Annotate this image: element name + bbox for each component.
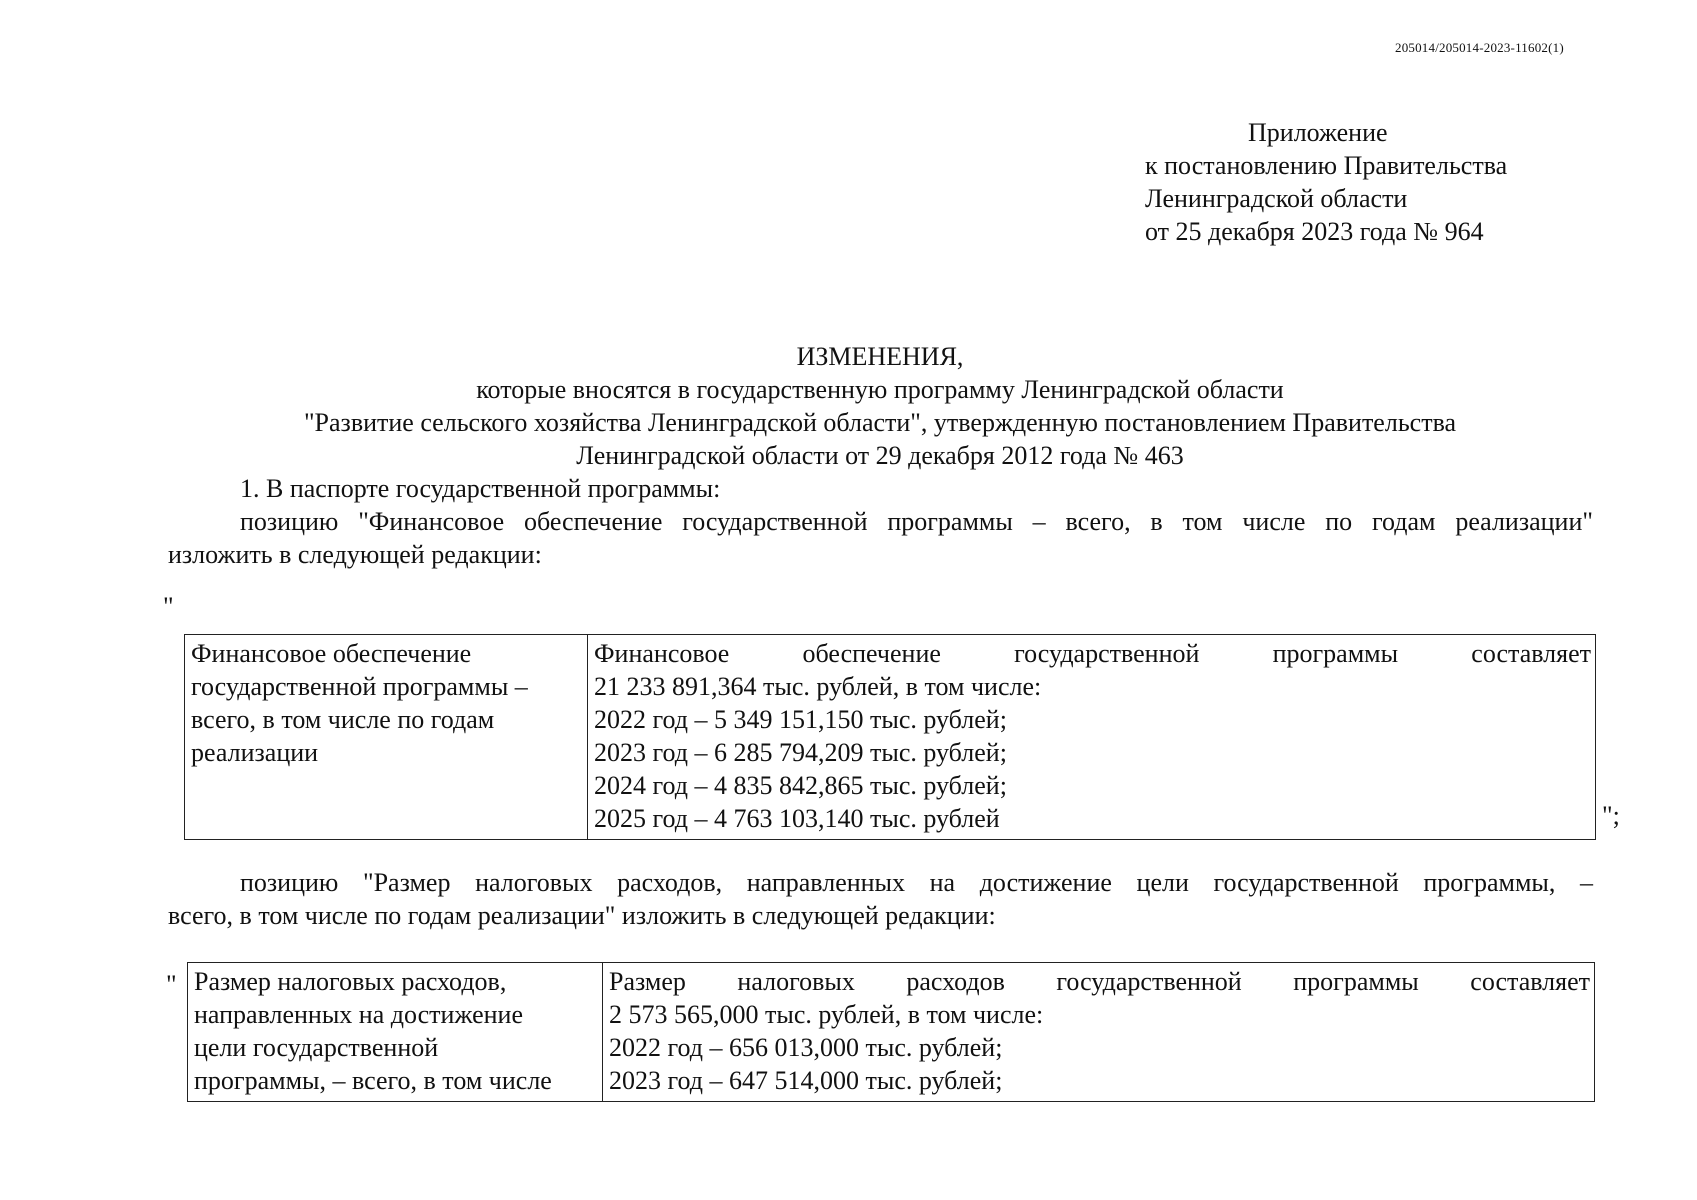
section-1-line-1: 1. В паспорте государственной программы:	[240, 474, 721, 503]
table-2-right-line: 2022 год – 656 013,000 тыс. рублей;	[609, 1033, 1003, 1062]
section-2-line-2: всего, в том числе по годам реализации" изложить в следующей редакции:	[168, 901, 996, 930]
table-1-left-line: государственной программы –	[191, 672, 528, 701]
heading-line-2: "Развитие сельского хозяйства Ленинградской области", утвержденную постановлением Правительства	[303, 408, 1457, 437]
table-row	[188, 963, 1595, 1102]
table-2-right-line: 2 573 565,000 тыс. рублей, в том числе:	[609, 1000, 1044, 1029]
table-2-left-line: направленных на достижение	[194, 1000, 523, 1029]
document-heading	[165, 340, 1595, 472]
table-2-tax-expenses	[187, 962, 1595, 1102]
heading-line-1: которые вносятся в государственную программу Ленинградской области	[476, 375, 1284, 404]
section-1-paragraph	[168, 472, 1593, 571]
table-2-left-line: цели государственной	[194, 1033, 439, 1062]
table-2-left-line: программы, – всего, в том числе	[194, 1066, 552, 1095]
table-2-open-quote: "	[166, 970, 177, 999]
table-1-left-line: Финансовое обеспечение	[191, 639, 472, 668]
table-1-right-line: 2025 год – 4 763 103,140 тыс. рублей	[594, 804, 1000, 833]
appendix-title: Приложение	[1248, 118, 1388, 147]
table-1-right-cell	[588, 635, 1596, 840]
section-2-line-1: позицию "Размер налоговых расходов, направленных на достижение цели государственной программы, –	[240, 868, 1593, 897]
table-2-right-cell	[603, 963, 1595, 1102]
table-1-left-line: всего, в том числе по годам	[191, 705, 495, 734]
table-1-right-line: 21 233 891,364 тыс. рублей, в том числе:	[594, 672, 1042, 701]
table-1-financing	[184, 634, 1596, 840]
appendix-line-1: к постановлению Правительства	[1145, 151, 1508, 180]
document-id: 205014/205014-2023-11602(1)	[1395, 40, 1564, 55]
appendix-block	[1145, 116, 1507, 248]
table-2-right-line: 2023 год – 647 514,000 тыс. рублей;	[609, 1066, 1003, 1095]
appendix-line-3: от 25 декабря 2023 года № 964	[1145, 217, 1484, 246]
appendix-line-2: Ленинградской области	[1145, 184, 1408, 213]
table-1-left-line: реализации	[191, 738, 319, 767]
table-row	[185, 635, 1596, 840]
table-2-left-cell	[188, 963, 603, 1102]
table-1-open-quote: "	[163, 592, 174, 621]
section-1-line-3: изложить в следующей редакции:	[168, 540, 542, 569]
table-1-right-line: 2022 год – 5 349 151,150 тыс. рублей;	[594, 705, 1007, 734]
heading-line-3: Ленинградской области от 29 декабря 2012 года № 463	[576, 441, 1184, 470]
table-2-left-line: Размер налоговых расходов,	[194, 967, 507, 996]
heading-title: ИЗМЕНЕНИЯ,	[796, 342, 964, 371]
section-1-line-2: позицию "Финансовое обеспечение государственной программы – всего, в том числе по годам реализации"	[240, 507, 1593, 536]
table-1-close-quote: ";	[1602, 801, 1620, 830]
table-1-right-line: 2023 год – 6 285 794,209 тыс. рублей;	[594, 738, 1007, 767]
table-1-left-cell	[185, 635, 588, 840]
table-2-right-line: Размер налоговых расходов государственной программы составляет	[609, 967, 1590, 996]
table-1-right-line: 2024 год – 4 835 842,865 тыс. рублей;	[594, 771, 1007, 800]
table-1-right-line: Финансовое обеспечение государственной программы составляет	[594, 639, 1591, 668]
section-2-paragraph	[168, 866, 1593, 932]
